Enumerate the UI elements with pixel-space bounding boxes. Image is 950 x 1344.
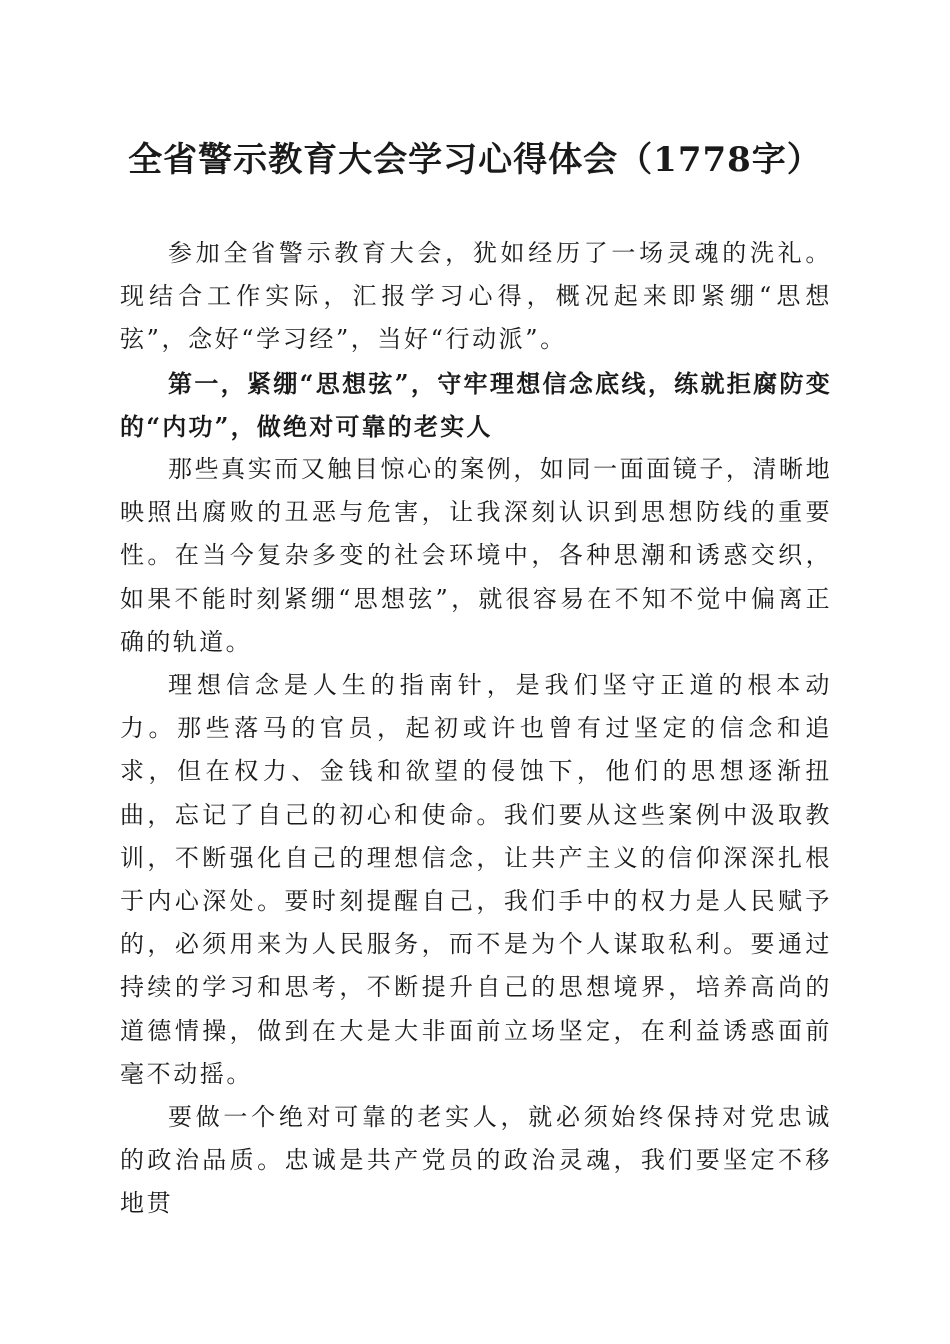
paragraph-intro: 参加全省警示教育大会，犹如经历了一场灵魂的洗礼。现结合工作实际，汇报学习心得，概况起来即紧绷“思想弦”，念好“学习经”，当好“行动派”。 — [120, 239, 832, 354]
paragraph-cases: 那些真实而又触目惊心的案例，如同一面面镜子，清晰地映照出腐败的丑恶与危害，让我深刻认识到思想防线的重要性。在当今复杂多变的社会环境中，各种思潮和诱惑交织，如果不能时刻紧绷“思想弦”，就很容易在不知不觉中偏离正确的轨道。 — [120, 455, 832, 656]
document-title: 全省警示教育大会学习心得体会（1778字） — [128, 140, 822, 180]
section-heading-1: 第一，紧绷“思想弦”，守牢理想信念底线，练就拒腐防变的“内功”，做绝对可靠的老实人 — [120, 368, 832, 441]
document-body — [120, 232, 832, 1226]
paragraph-ideals: 理想信念是人生的指南针，是我们坚守正道的根本动力。那些落马的官员，起初或许也曾有过坚定的信念和追求，但在权力、金钱和欲望的侵蚀下，他们的思想逐渐扭曲，忘记了自己的初心和使命。我们要从这些案例中汲取教训，不断强化自己的理想信念，让共产主义的信仰深深扎根于内心深处。要时刻提醒自己，我们手中的权力是人民赋予的，必须用来为人民服务，而不是为个人谋取私利。要通过持续的学习和思考，不断提升自己的思想境界，培养高尚的道德情操，做到在大是大非面前立场坚定，在利益诱惑面前毫不动摇。 — [120, 671, 832, 1088]
paragraph-loyalty: 要做一个绝对可靠的老实人，就必须始终保持对党忠诚的政治品质。忠诚是共产党员的政治灵魂，我们要坚定不移地贯 — [120, 1103, 832, 1218]
